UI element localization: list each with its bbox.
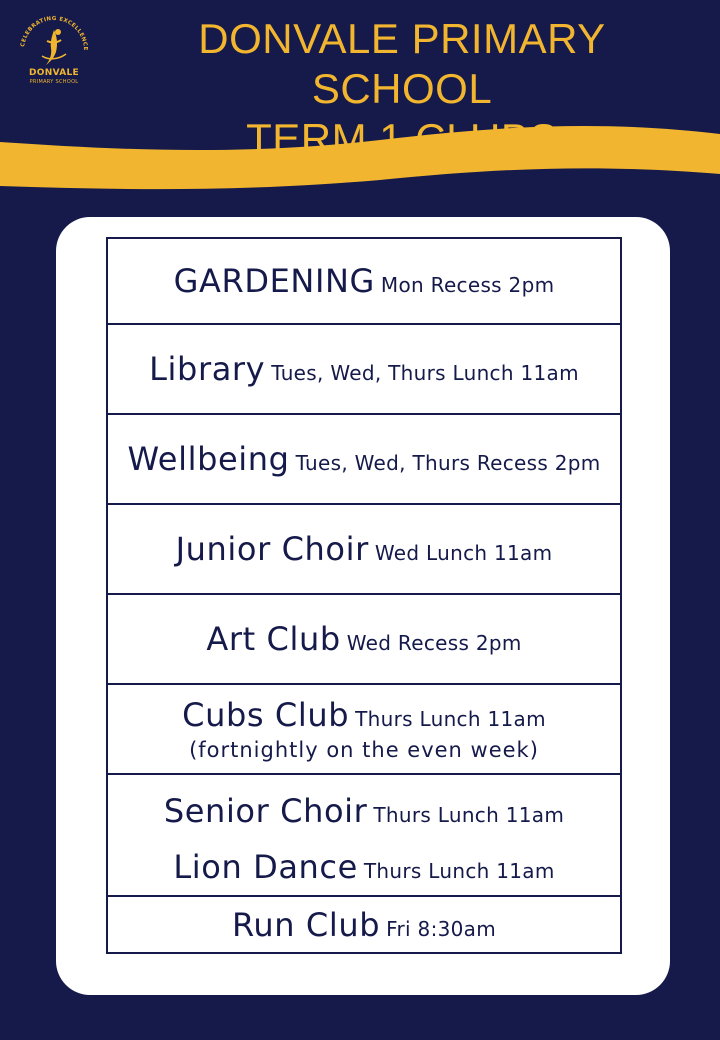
club-name: Art Club xyxy=(206,620,341,658)
title-line-1: DONVALE PRIMARY SCHOOL xyxy=(198,15,606,112)
club-time: Thurs Lunch 11am xyxy=(363,859,555,883)
club-time: Fri 8:30am xyxy=(386,916,496,941)
clubs-table xyxy=(106,237,622,954)
page-title xyxy=(112,14,692,164)
club-name: Wellbeing xyxy=(127,440,290,478)
header-banner xyxy=(0,0,720,200)
club-name: Junior Choir xyxy=(175,530,369,568)
club-time: Thurs Lunch 11am xyxy=(355,707,546,731)
club-name: Senior Choir xyxy=(163,792,368,830)
club-row-senior-choir xyxy=(108,775,620,839)
club-time: Tues, Wed, Thurs Lunch 11am xyxy=(271,361,579,385)
club-time: Mon Recess 2pm xyxy=(380,273,555,297)
club-row-cubs-club xyxy=(108,685,620,775)
club-time: Wed Recess 2pm xyxy=(346,631,522,655)
title-line-2: TERM 1 CLUBS xyxy=(246,115,558,162)
logo-subtitle: PRIMARY SCHOOL xyxy=(29,79,79,85)
club-row-library xyxy=(108,325,620,415)
logo-name: DONVALE xyxy=(29,68,79,78)
club-row-lion-dance xyxy=(108,839,620,897)
club-name: Cubs Club xyxy=(182,696,350,734)
club-row-art-club xyxy=(108,595,620,685)
club-name: GARDENING xyxy=(173,262,375,300)
club-time: Tues, Wed, Thurs Recess 2pm xyxy=(295,451,601,475)
club-name: Run Club xyxy=(231,905,381,944)
logo-motto: CELEBRATING EXCELLENCE xyxy=(20,15,89,51)
club-note: (fortnightly on the even week) xyxy=(189,738,539,762)
club-row-junior-choir xyxy=(108,505,620,595)
club-name: Library xyxy=(149,350,266,388)
club-time: Thurs Lunch 11am xyxy=(373,803,565,827)
club-name: Lion Dance xyxy=(173,848,358,886)
club-row-run-club xyxy=(108,897,620,952)
club-time: Wed Lunch 11am xyxy=(374,541,553,565)
club-row-wellbeing xyxy=(108,415,620,505)
school-logo xyxy=(14,8,94,88)
club-row-gardening xyxy=(108,239,620,325)
